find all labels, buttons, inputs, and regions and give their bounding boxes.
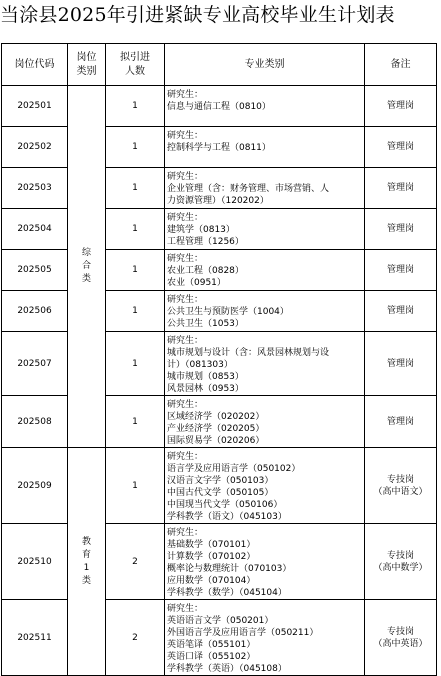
cell-major <box>165 209 365 250</box>
cell-major <box>165 86 365 127</box>
table-row <box>2 600 437 676</box>
cell-major <box>165 524 365 600</box>
cell-count: 2 <box>106 600 165 676</box>
major-list <box>167 183 329 207</box>
major-list <box>167 142 329 154</box>
table-row <box>2 332 437 396</box>
table-row <box>2 448 437 524</box>
degree-label: 研究生： <box>167 213 204 223</box>
cell-category-education <box>68 448 106 676</box>
degree-label: 研究生： <box>167 336 204 346</box>
category-char: 综 <box>81 248 91 258</box>
cell-note <box>365 448 437 524</box>
note-line: （高中语文） <box>373 486 428 497</box>
cell-count: 2 <box>106 524 165 600</box>
table-row <box>2 127 437 168</box>
header-category <box>68 44 106 86</box>
cell-note <box>365 396 437 448</box>
major-item: 英语笔译（055101） <box>167 640 256 650</box>
degree-label: 研究生： <box>167 131 204 141</box>
major-item: 概率论与数理统计（070103） <box>167 564 292 574</box>
cell-count: 1 <box>106 209 165 250</box>
cell-major <box>165 332 365 396</box>
degree-label: 研究生： <box>167 604 204 614</box>
category-char: 教 <box>81 536 91 547</box>
header-category-line-2: 类别 <box>76 65 97 77</box>
major-item: 计算数学（070102） <box>167 552 256 562</box>
note-line: （高中数学） <box>373 562 428 573</box>
document-title: 当涂县2025年引进紧缺专业高校毕业生计划表 <box>0 4 395 26</box>
cell-count: 1 <box>106 396 165 448</box>
cell-note <box>365 250 437 291</box>
major-list <box>167 101 329 113</box>
degree-label: 研究生： <box>167 254 204 264</box>
cell-code: 202508 <box>2 396 68 448</box>
cell-count: 1 <box>106 448 165 524</box>
degree-label: 研究生： <box>167 172 204 182</box>
major-item: 学科教学（英语）（045108） <box>167 664 287 674</box>
cell-count: 1 <box>106 250 165 291</box>
major-list <box>167 463 329 523</box>
cell-count: 1 <box>106 86 165 127</box>
cell-code: 202511 <box>2 600 68 676</box>
cell-note <box>365 332 437 396</box>
cell-note <box>365 524 437 600</box>
major-item: 农业（0951） <box>167 278 226 288</box>
major-item: 控制科学与工程（0811） <box>167 143 271 153</box>
table-body <box>2 86 437 676</box>
note-line: 管理岗 <box>386 416 414 427</box>
category-char: 育 <box>81 549 91 560</box>
cell-note <box>365 291 437 332</box>
major-item: 国际贸易学（020206） <box>167 436 265 446</box>
table-row <box>2 396 437 448</box>
major-list <box>167 615 329 675</box>
major-list <box>167 347 329 395</box>
table-row <box>2 86 437 127</box>
header-category-line-1: 岗位 <box>76 51 97 63</box>
degree-label: 研究生： <box>167 90 204 100</box>
major-item: 英语语言文学（050201） <box>167 616 274 626</box>
table-row <box>2 291 437 332</box>
cell-major <box>165 600 365 676</box>
major-item: 语言学及应用语言学（050102） <box>167 464 301 474</box>
cell-count: 1 <box>106 332 165 396</box>
note-line: 管理岗 <box>386 101 414 111</box>
major-item: 学科教学（数学）（045104） <box>167 588 287 598</box>
cell-major <box>165 168 365 209</box>
cell-note <box>365 600 437 676</box>
major-item: 风景园林（0953） <box>167 384 244 394</box>
note-line: 管理岗 <box>386 265 414 275</box>
major-item: 外国语言学及应用语言学（050211） <box>167 628 319 638</box>
cell-major <box>165 396 365 448</box>
major-item: 基础数学（070101） <box>167 540 256 550</box>
major-item: 产业经济学（020205） <box>167 424 265 434</box>
cell-code: 202501 <box>2 86 68 127</box>
note-line: 管理岗 <box>386 142 414 152</box>
major-item: 城市规划（0853） <box>167 372 244 382</box>
major-list <box>167 265 329 289</box>
cell-note <box>365 127 437 168</box>
cell-code: 202509 <box>2 448 68 524</box>
cell-major <box>165 127 365 168</box>
major-item: 建筑学（0813） <box>167 225 235 235</box>
cell-code: 202510 <box>2 524 68 600</box>
major-item: 应用数学（070104） <box>167 576 256 586</box>
degree-label: 研究生： <box>167 528 204 538</box>
degree-label: 研究生： <box>167 400 204 410</box>
cell-code: 202503 <box>2 168 68 209</box>
cell-code: 202506 <box>2 291 68 332</box>
category-char: 类 <box>81 575 91 586</box>
plan-table <box>1 43 437 676</box>
header-major: 专业类别 <box>165 44 365 86</box>
header-row <box>2 44 437 86</box>
header-note: 备注 <box>365 44 437 86</box>
note-line: 专技岗 <box>386 474 414 485</box>
table-row <box>2 524 437 600</box>
note-line: 专技岗 <box>386 626 414 637</box>
cell-major <box>165 250 365 291</box>
major-list <box>167 306 329 330</box>
cell-code: 202505 <box>2 250 68 291</box>
major-item: 城市规划与设计（含：风景园林规划与设计）（081303） <box>167 348 330 370</box>
major-item: 汉语言文字学（050103） <box>167 476 274 486</box>
category-char: 类 <box>81 274 91 284</box>
note-line: 管理岗 <box>386 183 414 193</box>
major-item: 信息与通信工程（0810） <box>167 102 271 112</box>
header-count-line-2: 人数 <box>125 65 145 77</box>
category-char: 1 <box>83 562 90 573</box>
cell-code: 202502 <box>2 127 68 168</box>
cell-count: 1 <box>106 168 165 209</box>
header-count-line-1: 拟引进 <box>120 51 150 63</box>
cell-note <box>365 209 437 250</box>
major-item: 中国古代文学（050105） <box>167 488 274 498</box>
major-item: 英语口译（055102） <box>167 652 256 662</box>
note-line: 管理岗 <box>386 358 414 369</box>
cell-code: 202504 <box>2 209 68 250</box>
cell-count: 1 <box>106 291 165 332</box>
major-item: 学科教学（语文）（045103） <box>167 512 287 522</box>
major-item: 工程管理（1256） <box>167 237 244 247</box>
table-row <box>2 250 437 291</box>
cell-note <box>365 86 437 127</box>
degree-label: 研究生： <box>167 452 204 462</box>
header-code: 岗位代码 <box>2 44 68 86</box>
header-count <box>106 44 165 86</box>
cell-major <box>165 291 365 332</box>
major-list <box>167 224 329 248</box>
table-row <box>2 209 437 250</box>
cell-code: 202507 <box>2 332 68 396</box>
note-line: （高中英语） <box>373 638 428 649</box>
major-item: 中国现当代文学（050106） <box>167 500 283 510</box>
major-item: 公共卫生与预防医学（1004） <box>167 307 289 317</box>
degree-label: 研究生： <box>167 295 204 305</box>
cell-count: 1 <box>106 127 165 168</box>
note-line: 专技岗 <box>386 550 414 561</box>
major-item: 农业工程（0828） <box>167 266 244 276</box>
note-line: 管理岗 <box>386 224 414 234</box>
major-item: 企业管理（含：财务管理、市场营销、人力资源管理）（120202） <box>167 184 330 206</box>
note-line: 管理岗 <box>386 306 414 316</box>
major-list <box>167 411 329 447</box>
table-row <box>2 168 437 209</box>
cell-note <box>365 168 437 209</box>
cell-category-general <box>68 86 106 448</box>
cell-major <box>165 448 365 524</box>
major-list <box>167 539 329 599</box>
category-char: 合 <box>81 261 91 271</box>
major-item: 区域经济学（020202） <box>167 412 265 422</box>
major-item: 公共卫生（1053） <box>167 319 244 329</box>
